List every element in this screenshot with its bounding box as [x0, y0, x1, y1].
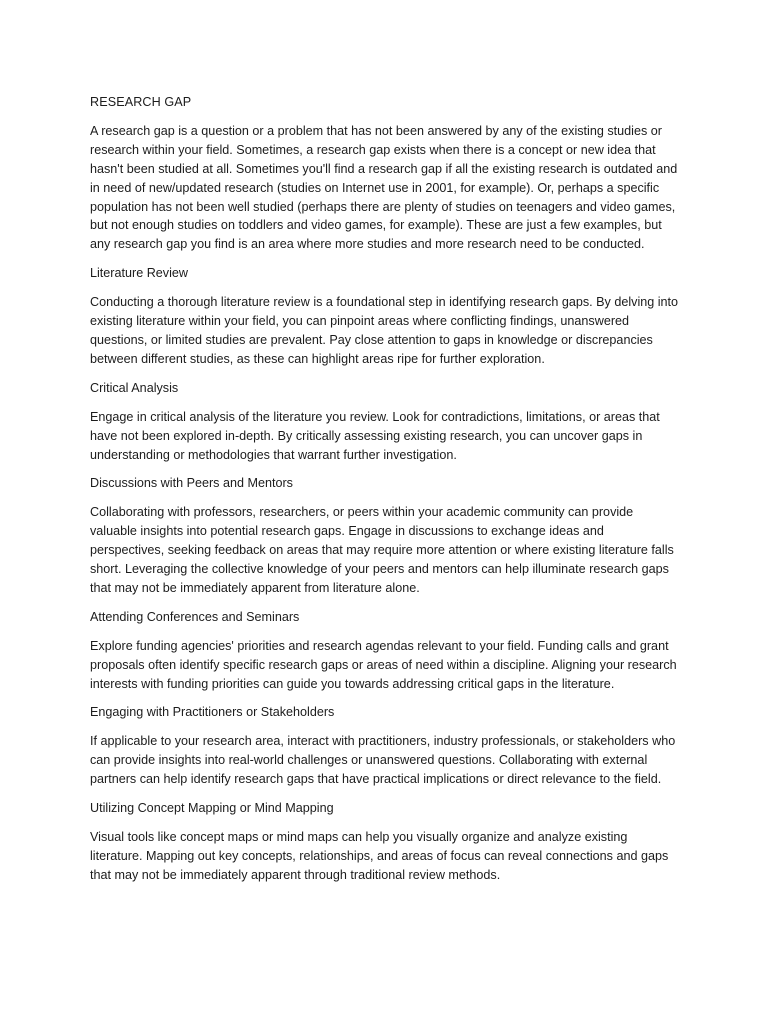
section-heading-literature-review: Literature Review: [90, 266, 188, 281]
section-body-concept-mapping: Visual tools like concept maps or mind maps can help you visually organize and analyze existing literature. Mapping out key concepts, relationships, and areas of focus can reveal connections and gaps that may not be immediately apparent through traditional review methods.: [90, 830, 669, 882]
intro-paragraph: A research gap is a question or a problem that has not been answered by any of the existing studies or research within your field. Sometimes, a research gap exists when there is a concept or new idea that hasn't been studied at all. Sometimes you'll find a research gap if all the existing research is outdated and in need of new/updated research (studies on Internet use in 2001, for example). Or, perhaps a specific population has not been well studied (perhaps there are plenty of studies on teenagers and video games, but not enough studies on toddlers and video games, for example). These are just a few examples, but any research gap you find is an area where more studies and more research need to be conducted.: [90, 123, 678, 252]
section-body-critical-analysis: Engage in critical analysis of the literature you review. Look for contradictions, limitations, or areas that have not been explored in-depth. By critically assessing existing research, you can uncover gaps in understanding or methodologies that warrant further investigation.: [90, 409, 660, 462]
document-page: [90, 93, 680, 895]
section-heading-concept-mapping: Utilizing Concept Mapping or Mind Mapping: [90, 801, 334, 816]
document-title: RESEARCH GAP: [90, 95, 192, 109]
section-body-literature-review: Conducting a thorough literature review is a foundational step in identifying research gaps. By delving into existing literature within your field, you can pinpoint areas where conflicting findings, unanswered questions, or limited studies are prevalent. Pay close attention to gaps in knowledge or discrepancies between different studies, as these can highlight areas ripe for further exploration.: [90, 295, 679, 366]
section-body-practitioners: If applicable to your research area, interact with practitioners, industry professionals, or stakeholders who can provide insights into real-world challenges or unanswered questions. Collaborating with external partners can help identify research gaps that have practical implications or direct relevance to the field.: [90, 734, 676, 787]
section-heading-conferences: Attending Conferences and Seminars: [90, 609, 300, 624]
section-body-conferences: Explore funding agencies' priorities and research agendas relevant to your field. Funding calls and grant proposals often identify specific research gaps or areas of need within a discipline. Aligning your research interests with funding priorities can guide you towards addressing critical gaps in the literature.: [90, 638, 677, 691]
section-heading-critical-analysis: Critical Analysis: [90, 380, 179, 395]
section-heading-discussions: Discussions with Peers and Mentors: [90, 476, 293, 491]
section-heading-practitioners: Engaging with Practitioners or Stakeholders: [90, 705, 335, 720]
section-body-discussions: Collaborating with professors, researchers, or peers within your academic community can provide valuable insights into potential research gaps. Engage in discussions to exchange ideas and perspectives, seeking feedback on areas that may require more attention or where existing literature falls short. Leveraging the collective knowledge of your peers and mentors can help illuminate research gaps that may not be immediately apparent from literature alone.: [90, 505, 674, 595]
